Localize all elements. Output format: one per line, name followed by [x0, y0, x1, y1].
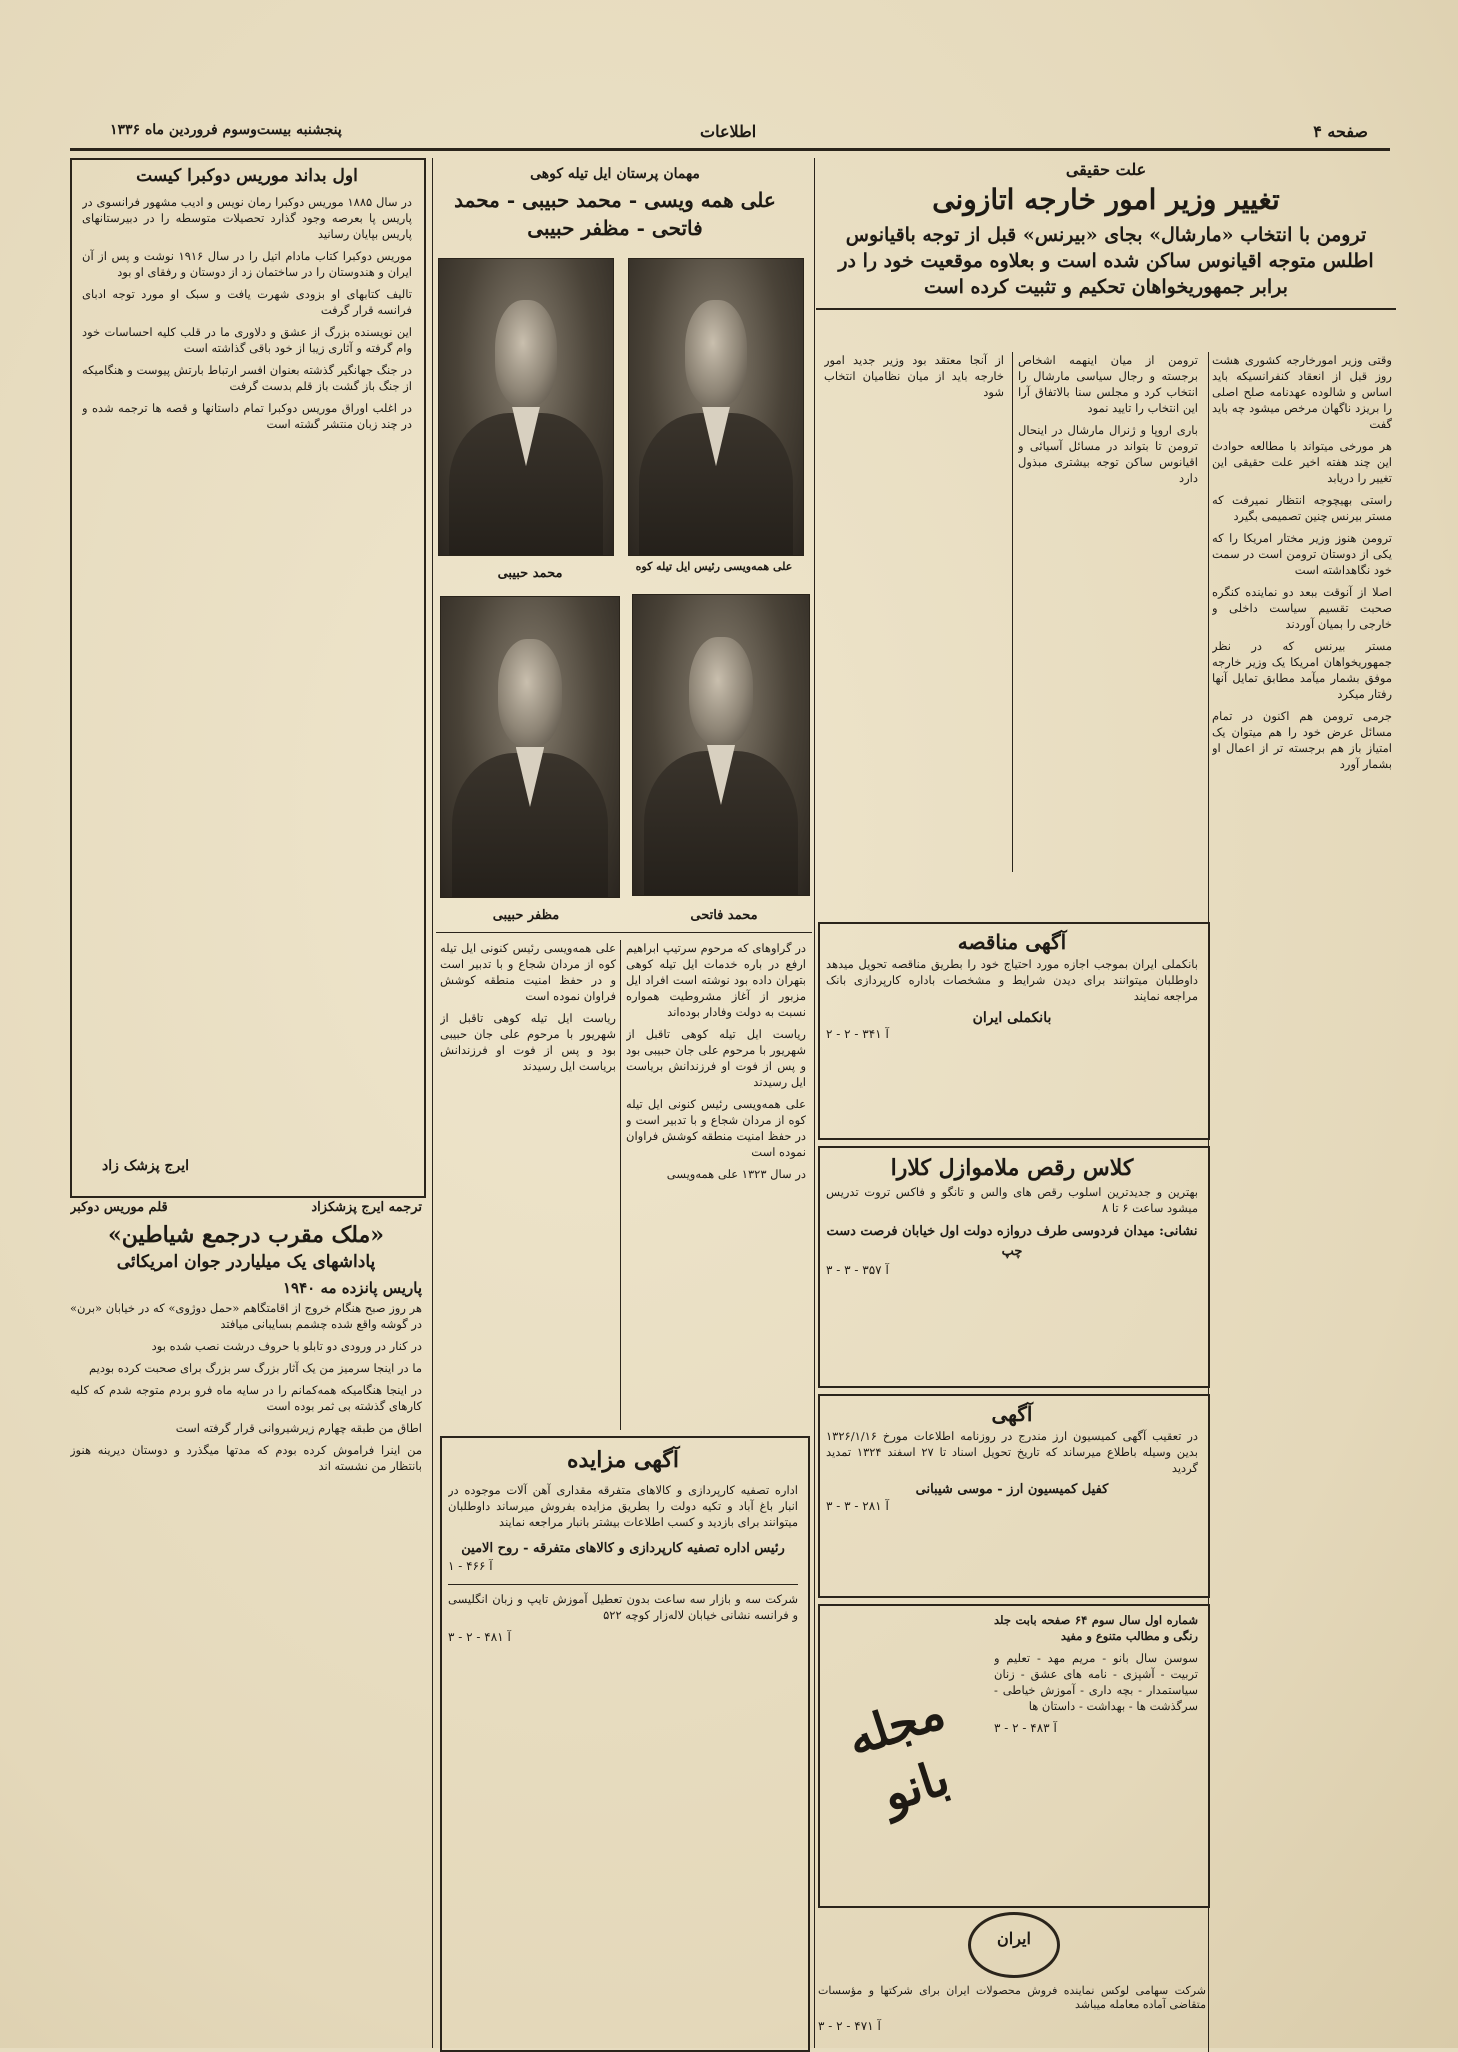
paragraph: علی همه‌ویسی رئیس کنونی ایل تیله کوه از مردان شجاع و با تدبیر است و در حفظ امنیت منطقه کوشش فراوان نموده است	[440, 941, 616, 1003]
company-code: آ ۴۷۱ - ۲ - ۳	[818, 2019, 881, 2033]
paragraph: اصلا از آنوقت ببعد دو نماینده کنگره صحبت تقسیم سیاست داخلی و خارجی را بمیان آوردند	[1212, 585, 1392, 631]
school-body: شرکت سه و بازار سه ساعت بدون تعطیل آموزش تایپ و زبان انگلیسی و فرانسه نشانی خیابان لاله‌زار کوچه ۵۲۲	[448, 1592, 798, 1622]
date-line: پنجشنبه بیست‌وسوم فروردین ماه ۱۳۳۶	[110, 122, 342, 138]
tender-title: آگهی مناقصه	[957, 930, 1067, 954]
masthead-rule	[70, 148, 1390, 151]
photos-body-col-1	[626, 940, 806, 1430]
portrait-photo-2	[438, 258, 614, 556]
magazine-code: آ ۴۸۳ - ۲ - ۳	[994, 1721, 1057, 1735]
photos-rule	[436, 932, 812, 933]
photo-caption-1: علی همه‌ویسی رئیس ایل تیله کوه	[635, 560, 793, 573]
magazine-title-area	[826, 1612, 986, 1896]
notice-title: آگهی	[991, 1402, 1033, 1426]
paper-name: اطلاعات	[700, 122, 757, 141]
paragraph: مستر بیرنس که در نظر جمهوریخواهان امریکا یک وزیر خارجه موفق بشمار میآمد مطابق تمایل آنها رفتار میکرد	[1212, 639, 1392, 701]
school-code: آ ۴۸۱ - ۲ - ۳	[448, 1630, 511, 1644]
tender-code: آ ۳۴۱ - ۲ - ۲	[826, 1027, 889, 1041]
paragraph: این نویسنده بزرگ از عشق و دلاوری ما در قلب کلیه احساسات خود وام گرفته و آثاری زیبا از خود باقی گذاشته است	[82, 325, 412, 355]
photos-body-col-2	[440, 940, 616, 1430]
paragraph: ریاست ایل تیله کوهی تاقبل از شهریور با مرحوم علی جان حبیبی بود و پس از فوت او فرزندانش بریاست ایل رسیدند	[626, 1027, 806, 1089]
page-number: صفحه ۴	[1313, 122, 1368, 141]
serial-translator: ترجمه ایرج پزشکزاد	[311, 1200, 422, 1215]
paragraph: هر روز صبح هنگام خروج از اقامتگاهم «حمل دوژوی» که در خیابان «برن» در گوشه واقع شده چشمم بسایبانی میافتد	[70, 1301, 422, 1331]
portrait-photo-4	[440, 596, 620, 898]
paragraph: ریاست ایل تیله کوهی تاقبل از شهریور با مرحوم علی جان حبیبی بود و پس از فوت او فرزندانش بریاست ایل رسیدند	[440, 1011, 616, 1073]
article-headline: تغییر وزیر امور خارجه اتازونی	[932, 183, 1280, 216]
magazine-contents: سوسن سال بانو - مریم مهد - تعلیم و تربیت - آشپزی - نامه های عشق - زنان سیاستمدار - بچه داری - آموزش خیاطی - سرگذشت ها - بهداشت - داستان ها	[994, 1651, 1198, 1713]
column-rule	[814, 158, 815, 2048]
dance-body: بهترین و جدیدترین اسلوب رقص های والس و تانگو و فاکس تروت تدریس میشود ساعت ۶ تا ۸	[826, 1185, 1198, 1215]
paragraph: در گراوهای که مرحوم سرتیپ ابراهیم ارفع در باره خدمات ایل تیله کوهی بتهران داده بود نوشته است افراد ایل مزبور از آغاز مشروطیت همواره نسبت به دولت وفادار بوده‌اند	[626, 941, 806, 1019]
paragraph: تالیف کتابهای او بزودی شهرت یافت و سبک او مورد توجه ادبای فرانسه قرار گرفت	[82, 287, 412, 317]
school-ad	[448, 1584, 798, 1645]
paragraph: در کنار در ورودی دو تابلو با حروف درشت نصب شده بود	[151, 1339, 422, 1353]
notice-ad-content	[826, 1400, 1198, 1588]
auction-body: اداره تصفیه کارپردازی و کالاهای متفرقه مقداری آهن آلات موجوده در انبار باغ آباد و تکیه دولت را بطریق مزایده بفروش میرساند داوطلبان میتوانند برای بازدید و کسب اطلاعات بیشتر بانبار مراجعه نمایند	[448, 1483, 798, 1529]
left-article-signature: ایرج پزشک زاد	[102, 1158, 190, 1174]
company-logo	[968, 1912, 1060, 1978]
paragraph: در سال ۱۳۲۳ علی همه‌ویسی	[666, 1167, 806, 1181]
tender-ad-content	[826, 928, 1198, 1130]
right-article-col-2	[1018, 352, 1198, 872]
right-article-col-3	[824, 352, 1004, 872]
serial-story	[70, 1200, 422, 2048]
dance-address: نشانی: میدان فردوسی طرف دروازه دولت اول خیابان فرصت دست چپ	[826, 1224, 1198, 1259]
portrait-photo-1	[628, 258, 804, 556]
auction-code: آ ۴۶۶ - ۱	[448, 1559, 493, 1573]
dance-title: کلاس رقص ملاموازل کلارا	[890, 1155, 1134, 1181]
right-article-col-1	[1212, 352, 1392, 1152]
tender-body: بانکملی ایران بموجب اجازه مورد احتیاج خود را بطریق مناقصه تحویل میدهد داوطلبان میتوانند برای دیدن شرایط و مشخصات باداره کارپردازی بانک مراجعه نمایند	[826, 957, 1198, 1003]
serial-bylines	[70, 1200, 422, 1216]
paragraph: راستی بهیچوجه انتظار نمیرفت که مستر بیرنس چنین تصمیمی بگیرد	[1212, 493, 1392, 523]
paragraph: اطاق من طبقه چهارم زیرشیروانی قرار گرفته است	[175, 1421, 422, 1435]
paragraph: در اینجا هنگامیکه همه‌کمانم را در سایه ماه فرو بردم متوجه شدم که کلیه کارهای گذشته بی ثمر بوده است	[70, 1383, 422, 1413]
paragraph: از آنجا معتقد بود وزیر جدید امور خارجه باید از میان نظامیان انتخاب شود	[824, 353, 1004, 399]
auction-signature: رئیس اداره تصفیه کارپردازی و کالاهای متفرقه - روح الامین	[461, 1541, 785, 1556]
paragraph: وقتی وزیر امورخارجه کشوری هشت روز قبل از انعقاد کنفرانسیکه باید اساس و شالوده عهدنامه صلح اصلی را بریزد ناگهان مرخص میشود چه باید گفت	[1212, 353, 1392, 431]
dance-code: آ ۳۵۷ - ۳ - ۳	[826, 1263, 889, 1277]
notice-code: آ ۲۸۱ - ۳ - ۳	[826, 1499, 889, 1513]
magazine-intro: شماره اول سال سوم ۶۴ صفحه بابت جلد رنگی و مطالب متنوع و مفید	[994, 1613, 1198, 1643]
company-body: شرکت سهامی لوکس نماینده فروش محصولات ایران برای شرکتها و مؤسسات متقاضی آماده معامله میباشد	[818, 1984, 1206, 2011]
magazine-title: مجله بانو	[840, 1683, 956, 1824]
paragraph: موریس دوکبرا کتاب مادام اتیل را در سال ۱۹۱۶ نوشت و پس از آن ایران و هندوستان را در ساختمان زد از دوستان و رفقای او بود	[82, 249, 412, 279]
photo-caption-4: مظفر حبیبی	[492, 908, 560, 923]
photo-caption-3: محمد فاتحی	[690, 908, 758, 923]
serial-title: «ملک مقرب درجمع شیاطین»	[107, 1222, 385, 1248]
company-logo-text: ایران	[997, 1929, 1031, 1948]
notice-signature: کفیل کمیسیون ارز - موسی شیبانی	[915, 1482, 1109, 1497]
paragraph: در جنگ جهانگیر گذشته بعنوان افسر ارتباط بارتش پیوست و هنگامیکه از جنگ باز گشت باز قلم بدست گرفت	[82, 363, 412, 393]
left-article	[82, 164, 412, 1188]
column-rule	[432, 158, 433, 2048]
photos-header-line-2: علی همه ویسی - محمد حبیبی - محمد فاتحی - مظفر حبیبی	[454, 188, 776, 240]
company-ad	[818, 1912, 1206, 2040]
paragraph: من اینرا فراموش کرده بودم که مدتها میگذرد و دوستان دیرینه هنوز بانتظار من نشسته اند	[70, 1443, 422, 1473]
column-rule	[1012, 352, 1013, 872]
paragraph: در سال ۱۸۸۵ موریس دوکبرا رمان نویس و ادیب مشهور فرانسوی در پاریس پا بعرصه وجود گذارد تحصیلات متوسطه را در دبیرستانهای پاریس بپایان رسانید	[82, 195, 412, 241]
paragraph: ترومن هنوز وزیر مختار امریکا را که یکی از دوستان ترومن است در سمت خود نگاهداشته است	[1212, 531, 1392, 577]
article-kicker: علت حقیقی	[1065, 160, 1147, 179]
column-rule	[620, 940, 621, 1430]
paragraph: ترومن از میان اینهمه اشخاص برجسته و رجال سیاسی مارشال را انتخاب کرد و مجلس سنا بالاتفاق آرا این انتخاب را تایید نمود	[1018, 353, 1198, 415]
auction-title: آگهی مزایده	[567, 1447, 679, 1473]
paragraph: علی همه‌ویسی رئیس کنونی ایل تیله کوه از مردان شجاع و با تدبیر است و در حفظ امنیت منطقه کوشش فراوان نموده است	[626, 1097, 806, 1159]
magazine-details	[994, 1612, 1198, 1896]
tender-signature: بانکملی ایران	[972, 1010, 1052, 1026]
serial-author: قلم موریس دوکبر	[70, 1200, 168, 1215]
paragraph: در اغلب اوراق موریس دوکبرا تمام داستانها و قصه ها ترجمه شده و در چند زبان منتشر گشته است	[82, 401, 412, 431]
notice-body: در تعقیب آگهی کمیسیون ارز مندرج در روزنامه اطلاعات مورخ ۱۳۲۶/۱/۱۶ بدین وسیله باطلاع میرساند که تاریخ تحویل اسناد تا ۲۷ اسفند ۱۳۲۴ تمدید گردید	[826, 1429, 1198, 1475]
photos-header-line-1: مهمان پرستان ایل تیله کوهی	[530, 166, 700, 182]
paragraph: جرمی ترومن هم اکنون در تمام مسائل عرض خود را هم میتوان یک امتیاز باز هم برجسته تر از اعمال او بشمار آورد	[1212, 709, 1392, 771]
photo-caption-2: محمد حبیبی	[497, 566, 563, 581]
serial-subtitle: پاداشهای یک میلیاردر جوان امریکائی	[116, 1252, 376, 1272]
left-article-headline: اول بداند موریس دوکبرا کیست	[136, 166, 358, 186]
portrait-photo-3	[632, 594, 810, 896]
article-subhead: ترومن با انتخاب «مارشال» بجای «بیرنس» قبل از توجه باقیانوس اطلس متوجه اقیانوس ساکن شده است و بعلاوه موقعیت خود را در برابر جمهوریخواهان تحکیم و تثبیت کرده است	[816, 222, 1396, 310]
dance-ad-content	[826, 1152, 1198, 1378]
paragraph: ما در اینجا سرمیز من یک آثار بزرگ سر بزرگ برای صحبت کرده بودیم	[88, 1361, 422, 1375]
paragraph: هر مورخی میتواند با مطالعه حوادث این چند هفته اخیر علت حقیقی این تغییر را دریابد	[1212, 439, 1392, 485]
serial-dateline: پاریس پانزده مه ۱۹۴۰	[283, 1279, 422, 1297]
auction-ad-content	[448, 1444, 798, 2040]
paragraph: باری اروپا و ژنرال مارشال در اینحال ترومن تا بتواند در مسائل آسیائی و اقیانوس ساکن توجه بیشتری مبذول دارد	[1018, 423, 1198, 485]
